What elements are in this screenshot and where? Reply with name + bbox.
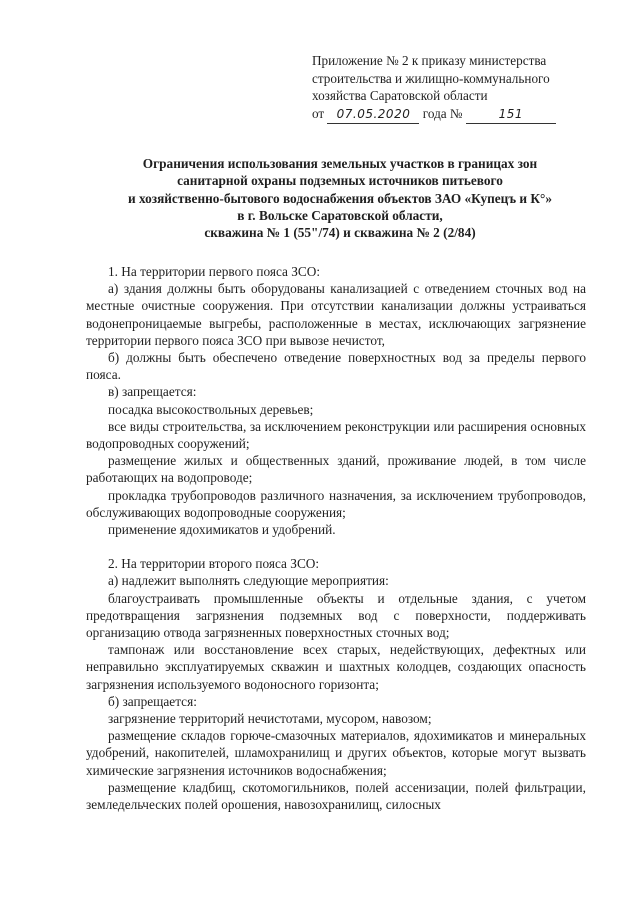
list-item: загрязнение территорий нечистотами, мусором, навозом; (108, 711, 432, 727)
section-2-item-b: б) запрещается: (108, 693, 197, 709)
section-2-heading: 2. На территории второго пояса ЗСО: (108, 556, 320, 572)
document-title (60, 155, 620, 241)
appendix-header (312, 52, 602, 124)
section-1-item-c: в) запрещается: (108, 384, 197, 400)
title-line-5: скважина № 1 (55"/74) и скважина № 2 (2/84) (204, 225, 476, 241)
handwritten-order-number: 151 (466, 106, 556, 125)
section-1-item-b: б) должны быть обеспечено отведение поверхностных вод за пределы первого пояса. (86, 350, 586, 383)
list-item: посадка высокоствольных деревьев; (108, 401, 314, 417)
section-spacer (86, 538, 586, 555)
appendix-date-line (312, 105, 602, 125)
list-item: размещение складов горюче-смазочных материалов, ядохимикатов и минеральных удобрений, накопителей, шламохранилищ и других объектов, которые могут вызвать химические загрязнения источников водоснабжения; (86, 728, 586, 778)
list-item: благоустраивать промышленные объекты и отдельные здания, с учетом предотвращения загрязнения подземных вод с поверхности, поддерживать организацию отвода загрязненных поверхностных сточных вод; (86, 590, 586, 641)
list-item: тампонаж или восстановление всех старых, недействующих, дефектных или неправильно эксплуатируемых скважин и шахтных колодцев, создающих опасность загрязнения используемого водоносного горизонта; (86, 642, 586, 692)
list-item: размещение жилых и общественных зданий, проживание людей, в том числе работающих на водопроводе; (86, 453, 586, 486)
from-label: от (312, 105, 325, 121)
list-item: размещение кладбищ, скотомогильников, полей ассенизации, полей фильтрации, земледельческих полей орошения, навозохранилищ, силосных (86, 779, 586, 813)
section-2-item-a: а) надлежит выполнять следующие мероприятия: (108, 573, 389, 589)
title-line-4: в г. Вольске Саратовской области, (237, 207, 443, 223)
title-line-2: санитарной охраны подземных источников питьевого (177, 173, 503, 189)
title-line-1: Ограничения использования земельных участков в границах зон (142, 156, 538, 171)
document-body (86, 263, 586, 813)
list-item: все виды строительства, за исключением реконструкции или расширения основных водопроводных сооружений; (86, 418, 586, 452)
year-number-label: года № (422, 105, 463, 121)
section-1-item-a: а) здания должны быть оборудованы канализацией с отведением сточных вод на местные очистные сооружения. При отсутствии канализации должны устраиваться водонепроницаемые выгребы, расположенные в местах, исключающих загрязнение территории первого пояса ЗСО при вывозе нечистот, (86, 281, 586, 348)
appendix-line-3: хозяйства Саратовской области (312, 88, 488, 103)
list-item: применение ядохимикатов и удобрений. (108, 522, 336, 538)
appendix-line-2: строительства и жилищно-коммунального (312, 70, 550, 86)
handwritten-date: 07.05.2020 (327, 106, 419, 125)
section-1-heading: 1. На территории первого пояса ЗСО: (108, 264, 321, 279)
appendix-line-1: Приложение № 2 к приказу министерства (312, 53, 547, 68)
list-item: прокладка трубопроводов различного назначения, за исключением трубопроводов, обслуживающих водопроводные сооружения; (86, 487, 586, 520)
title-line-3: и хозяйственно-бытового водоснабжения объектов ЗАО «Купецъ и К°» (127, 190, 553, 206)
